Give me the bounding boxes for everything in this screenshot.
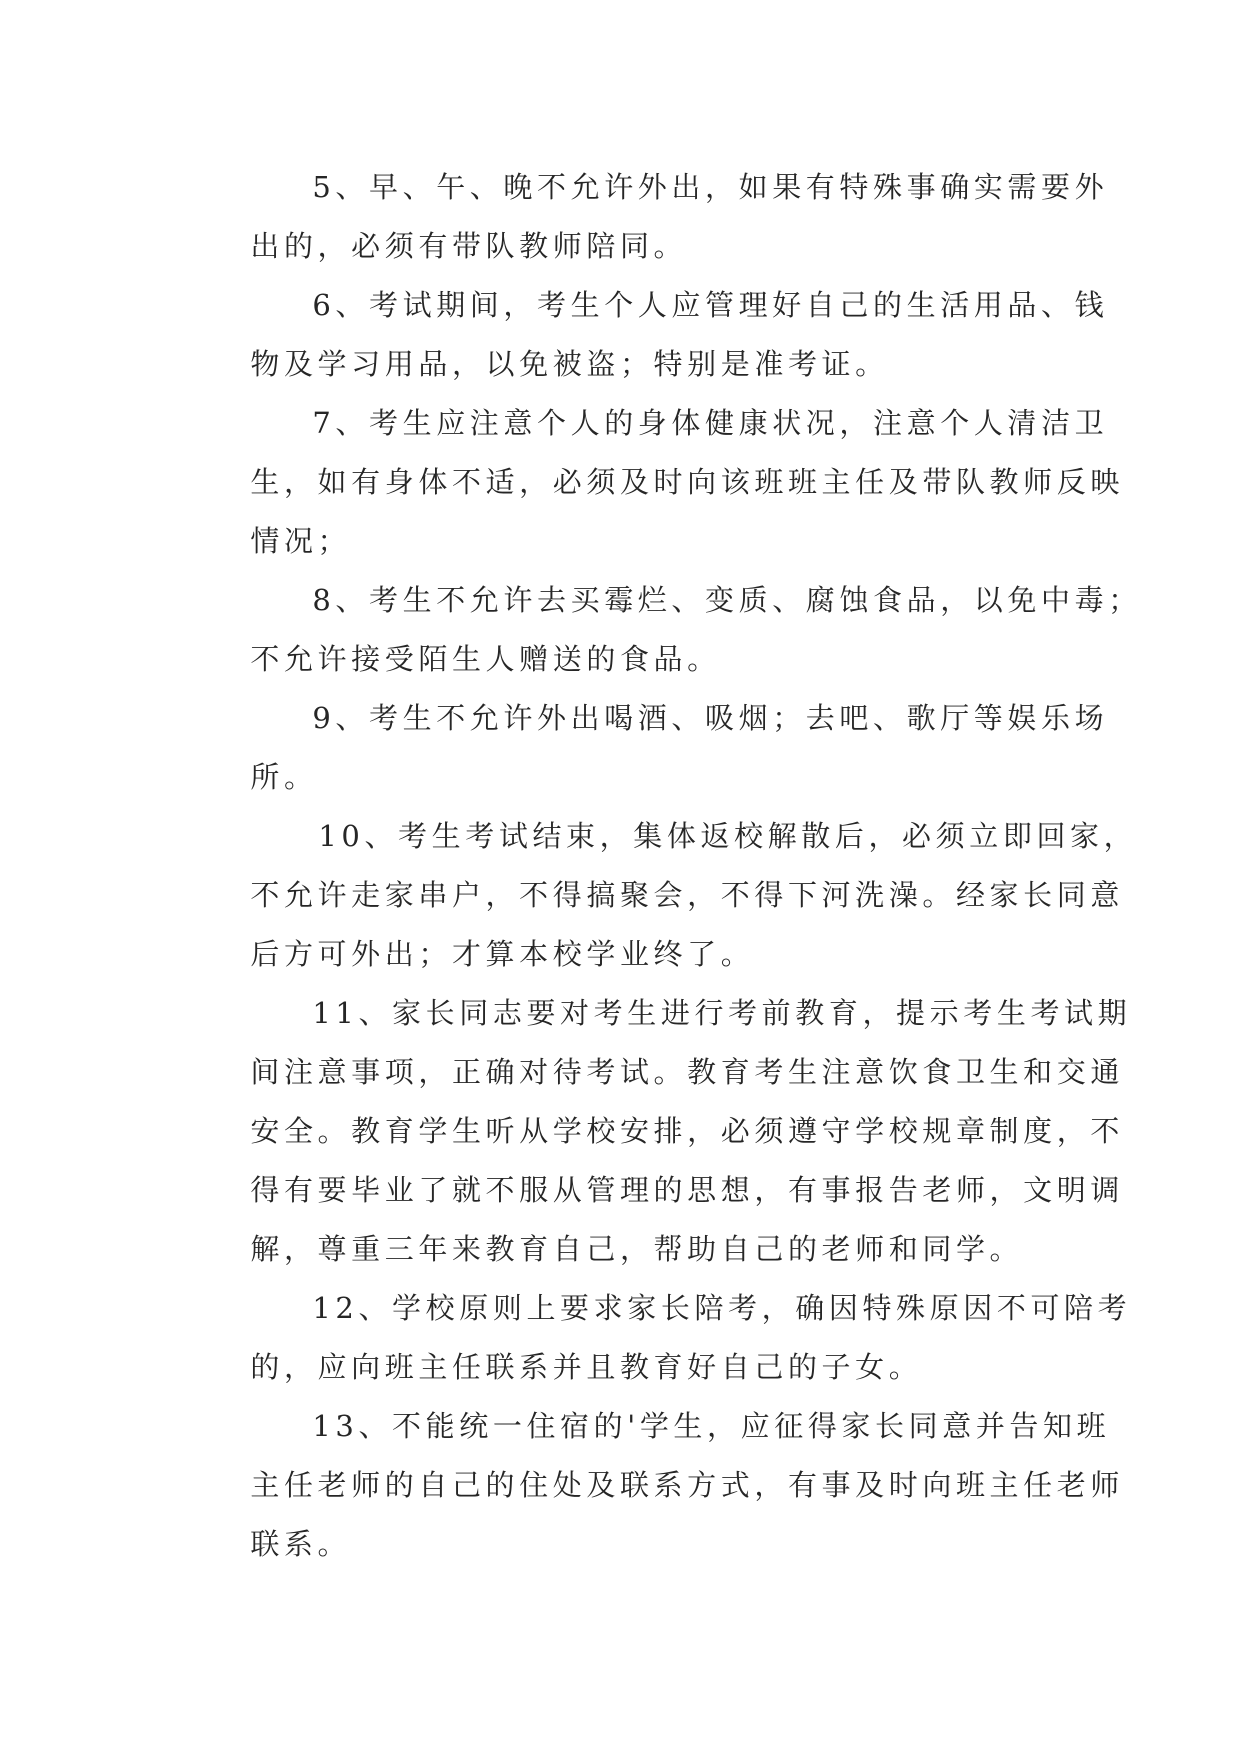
- paragraph-line: 所。: [250, 760, 318, 794]
- paragraph-line: 安全。教育学生听从学校安排，必须遵守学校规章制度，不: [250, 1114, 1124, 1148]
- paragraph-line: 联系。: [250, 1527, 352, 1561]
- paragraph-line: 物及学习用品，以免被盗；特别是准考证。: [250, 347, 889, 381]
- rule-paragraph-9: [188, 689, 1109, 807]
- paragraph-line: 情况；: [250, 524, 352, 558]
- paragraph-line: 出的，必须有带队教师陪同。: [250, 229, 688, 263]
- paragraph-line: 得有要毕业了就不服从管理的思想，有事报告老师，文明调: [250, 1173, 1124, 1207]
- paragraph-line: 9、考生不允许外出喝酒、吸烟；去吧、歌厅等娱乐场: [312, 701, 1109, 735]
- paragraph-line: 间注意事项，正确对待考试。教育考生注意饮食卫生和交通: [250, 1055, 1124, 1089]
- paragraph-line: 生，如有身体不适，必须及时向该班班主任及带队教师反映: [250, 465, 1124, 499]
- document-body: [188, 158, 1142, 1574]
- rule-paragraph-11: [188, 984, 1132, 1279]
- paragraph-line: 不允许接受陌生人赠送的食品。: [250, 642, 721, 676]
- paragraph-line: 6、考试期间，考生个人应管理好自己的生活用品、钱: [312, 288, 1109, 322]
- rule-paragraph-6: [188, 276, 1109, 394]
- rule-paragraph-7: [188, 394, 1124, 571]
- paragraph-line: 不允许走家串户，不得搞聚会，不得下河洗澡。经家长同意: [250, 878, 1124, 912]
- rule-paragraph-12: [188, 1279, 1132, 1397]
- paragraph-line: 8、考生不允许去买霉烂、变质、腐蚀食品，以免中毒；: [312, 583, 1142, 617]
- rule-paragraph-5: [188, 158, 1109, 276]
- paragraph-line: 解，尊重三年来教育自己，帮助自己的老师和同学。: [250, 1232, 1024, 1266]
- rule-paragraph-13: [188, 1397, 1124, 1574]
- paragraph-line: 11、家长同志要对考生进行考前教育，提示考生考试期: [312, 996, 1132, 1030]
- paragraph-line: 5、早、午、晚不允许外出，如果有特殊事确实需要外: [312, 170, 1109, 204]
- paragraph-line: 主任老师的自己的住处及联系方式，有事及时向班主任老师: [250, 1468, 1124, 1502]
- paragraph-line: 的，应向班主任联系并且教育好自己的子女。: [250, 1350, 923, 1384]
- paragraph-line: 13、不能统一住宿的'学生，应征得家长同意并告知班: [312, 1409, 1111, 1443]
- paragraph-line: 12、学校原则上要求家长陪考，确因特殊原因不可陪考: [312, 1291, 1132, 1325]
- rule-paragraph-8: [188, 571, 1142, 689]
- paragraph-line: 7、考生应注意个人的身体健康状况，注意个人清洁卫: [312, 406, 1109, 440]
- paragraph-line: 后方可外出；才算本校学业终了。: [250, 937, 755, 971]
- rule-paragraph-10: [188, 807, 1138, 984]
- paragraph-line: 10、考生考试结束，集体返校解散后，必须立即回家，: [318, 819, 1138, 853]
